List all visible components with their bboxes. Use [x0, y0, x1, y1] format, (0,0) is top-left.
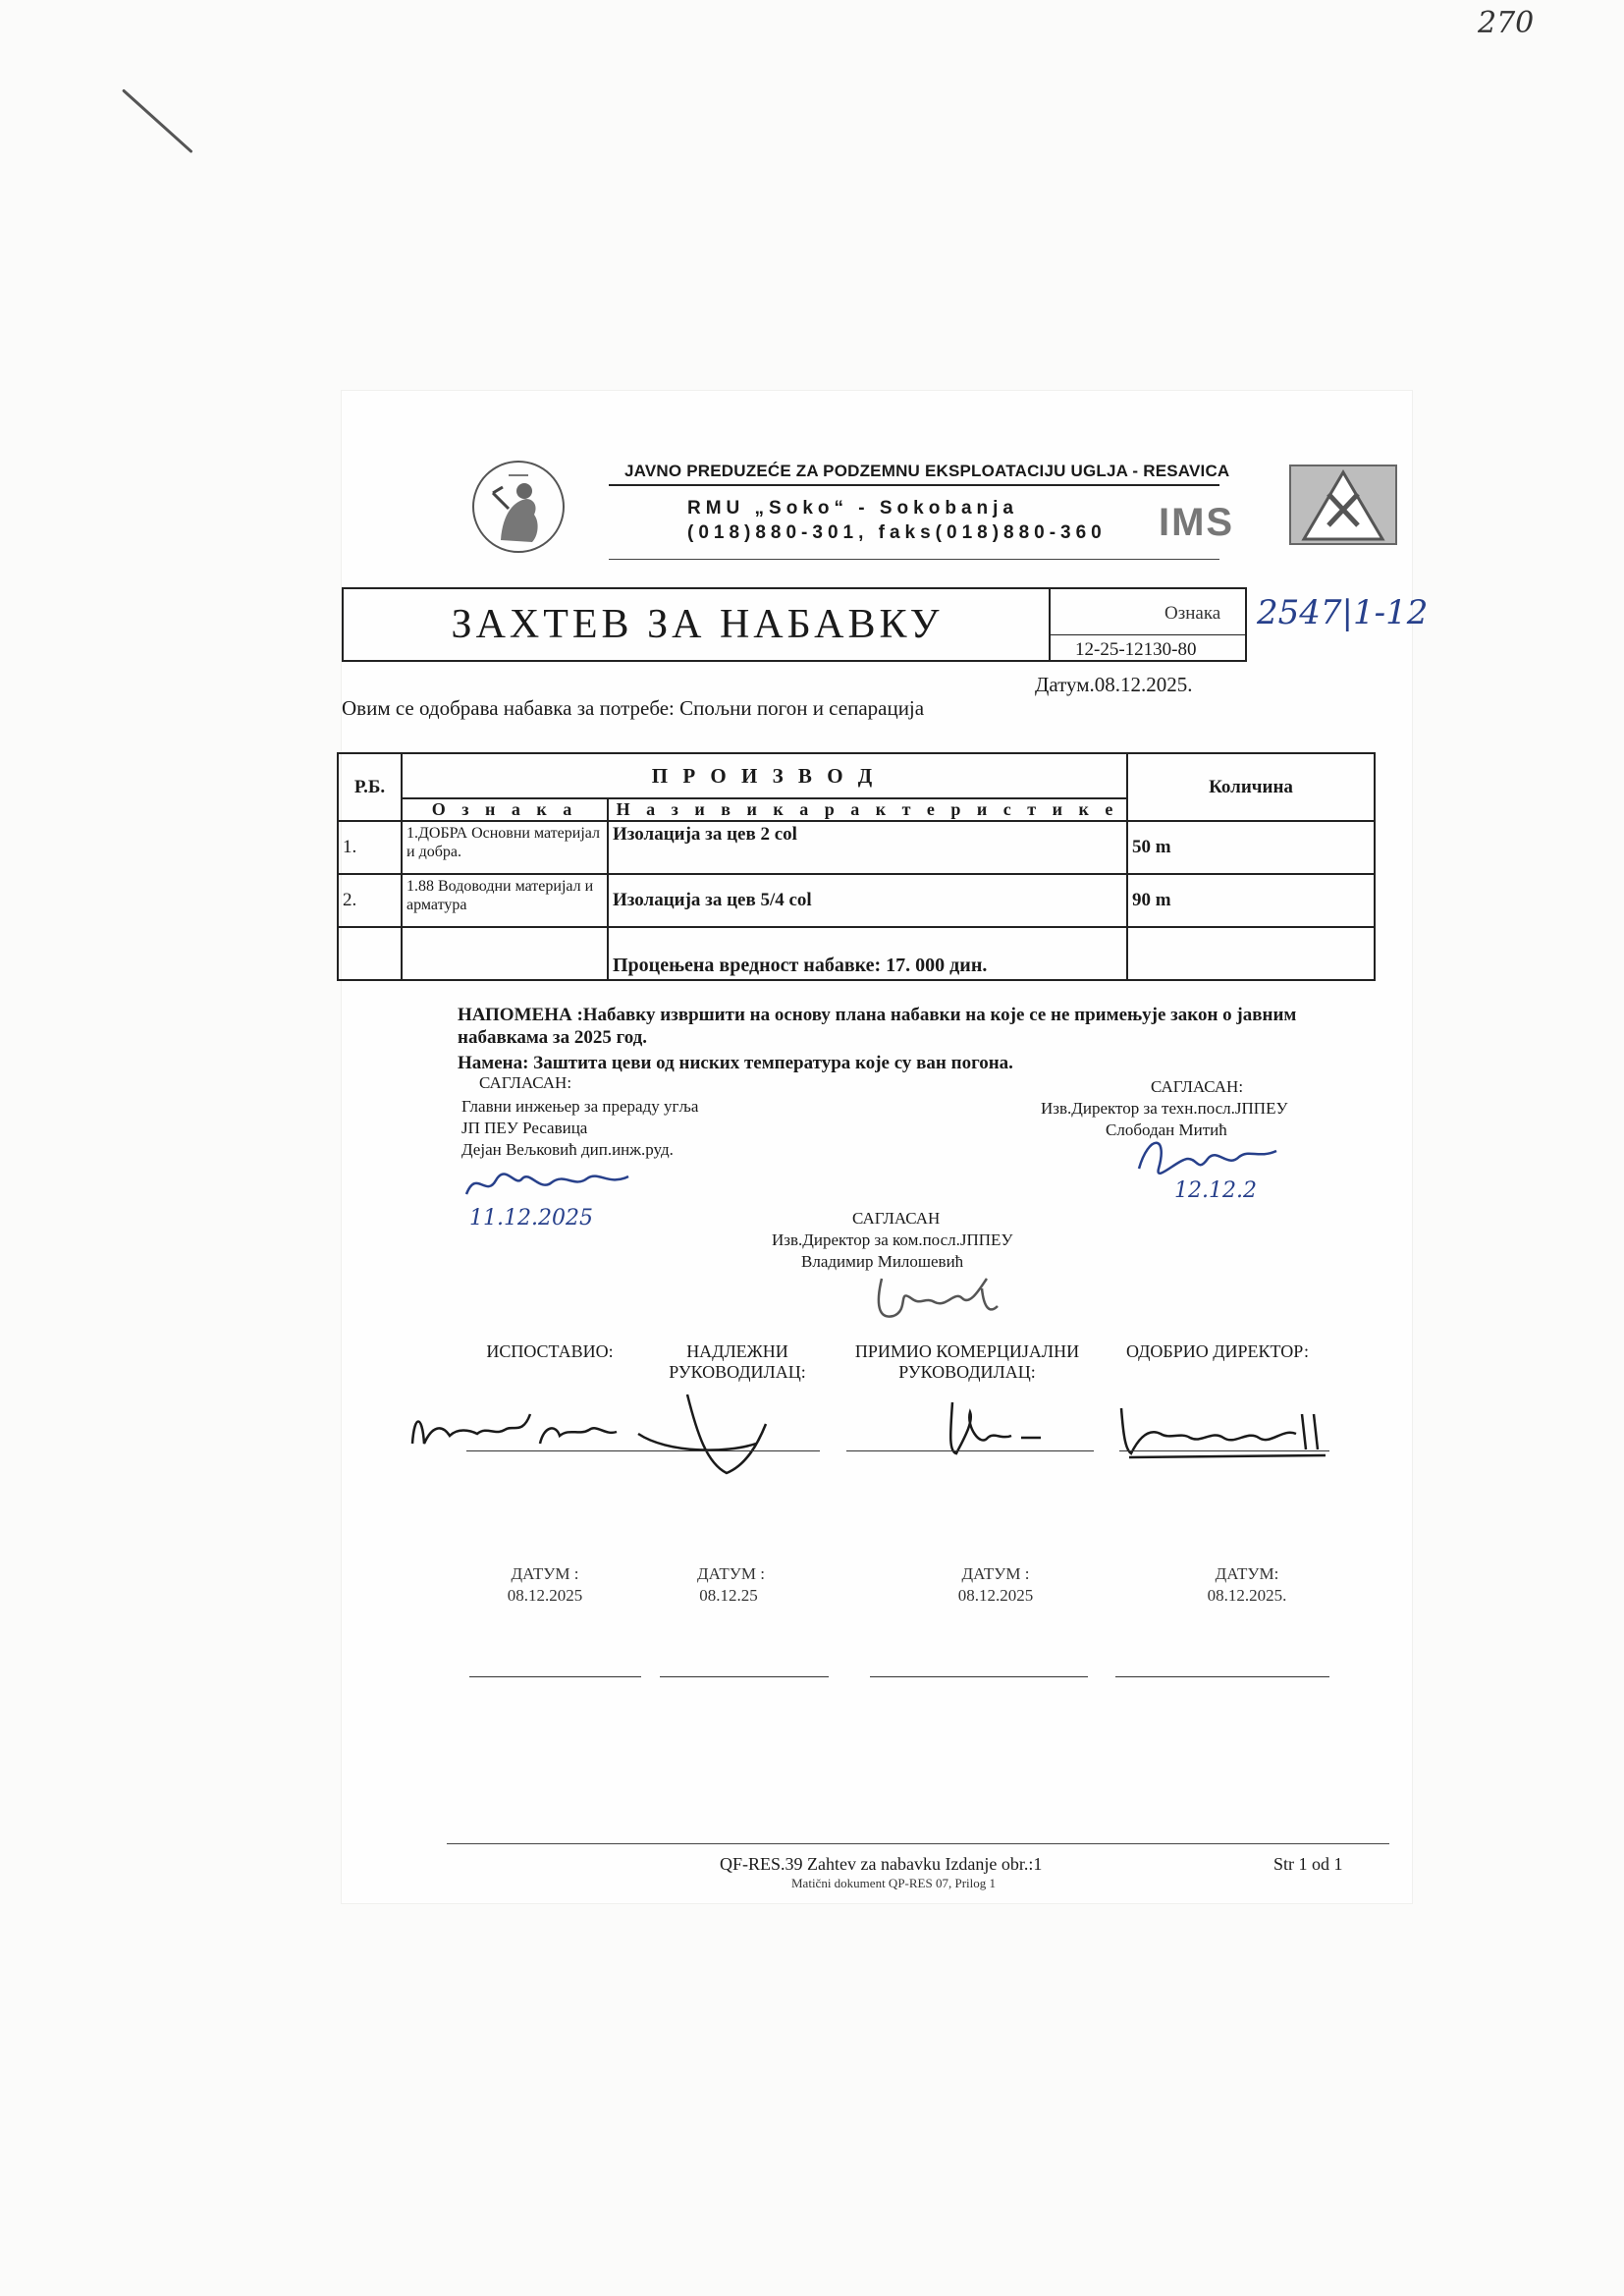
- signature-right-date: 12.12.2: [1174, 1178, 1257, 1203]
- approval-center-label: САГЛАСАН: [852, 1209, 941, 1228]
- approval-center-line: Изв.Директор за ком.посл.ЈППЕУ: [772, 1230, 1013, 1249]
- approval-right-label: САГЛАСАН:: [1151, 1077, 1244, 1096]
- date-label-1: ДАТУМ :: [511, 1564, 579, 1583]
- col-naziv-header: Н а з и в и к а р а к т е р и с т и к е: [608, 798, 1127, 821]
- mine-name: RMU „Soko“ - Sokobanja: [687, 498, 1018, 519]
- col-rb-header: Р.Б.: [338, 753, 402, 821]
- organization-name: JAVNO PREDUZEĆE ZA PODZEMNU EKSPLOATACIJU UGLJA - RESAVICA: [624, 462, 1230, 480]
- form-date: Датум.08.12.2025.: [1035, 673, 1193, 696]
- code-label: Ознака: [1164, 603, 1221, 624]
- miner-logo-icon: [469, 454, 568, 560]
- approval-left-label: САГЛАСАН:: [479, 1073, 572, 1092]
- signature-center: [864, 1269, 1011, 1328]
- namena-note: Намена: Заштита цеви од ниских температура које су ван погона.: [458, 1053, 1013, 1073]
- role-odobrio: ОДОБРИО ДИРЕКТОР:: [1126, 1341, 1309, 1361]
- row-kolicina: 90 m: [1127, 874, 1375, 927]
- date-value-2: 08.12.25: [699, 1586, 758, 1605]
- code-separator: [1051, 634, 1247, 635]
- col-quantity-header: Количина: [1127, 753, 1375, 821]
- approval-left-line: Дејан Вељковић дип.инж.руд.: [461, 1140, 674, 1159]
- footer-matrix: Matični dokument QP-RES 07, Prilog 1: [791, 1876, 996, 1890]
- footer-doc: QF-RES.39 Zahtev za nabavku Izdanje obr.:1: [720, 1854, 1043, 1874]
- approval-right-line: Слободан Митић: [1106, 1121, 1227, 1139]
- form-title: ЗАХТЕВ ЗА НАБАВКУ: [451, 602, 944, 647]
- table-header-row: [338, 753, 1375, 798]
- date-value-1: 08.12.2025: [507, 1586, 583, 1605]
- row-rb-empty: [338, 927, 402, 980]
- row-oznaka: 1.ДОБРА Основни материјал и добра.: [402, 821, 608, 874]
- date-line-3: [870, 1676, 1088, 1677]
- role-nadlezni: НАДЛЕЖНИ РУКОВОДИЛАЦ:: [669, 1341, 806, 1382]
- items-table: [337, 752, 1376, 981]
- row-oznaka: 1.88 Водоводни материјал и арматура: [402, 874, 608, 927]
- date-label-3: ДАТУМ :: [961, 1564, 1030, 1583]
- row-kolicina-empty: [1127, 927, 1375, 980]
- date-line-4: [1115, 1676, 1329, 1677]
- table-row: [338, 874, 1375, 927]
- row-kolicina: 50 m: [1127, 821, 1375, 874]
- signature-odobrio: [1110, 1394, 1335, 1463]
- signature-left-date: 11.12.2025: [469, 1206, 593, 1230]
- table-row: [338, 821, 1375, 874]
- signature-line-3: [1119, 1450, 1329, 1451]
- pen-mark: [122, 88, 193, 153]
- phone-fax: (018)880-301, faks(018)880-360: [687, 522, 1107, 543]
- hammer-logo-icon: [1289, 465, 1397, 545]
- date-value-4: 08.12.2025.: [1207, 1586, 1287, 1605]
- row-oznaka-empty: [402, 927, 608, 980]
- date-value-3: 08.12.2025: [957, 1586, 1034, 1605]
- signature-line-2: [846, 1450, 1094, 1451]
- signature-left: [461, 1159, 638, 1208]
- corner-page-number: 270: [1478, 6, 1535, 40]
- role-ispostavio: ИСПОСТАВИО:: [486, 1341, 614, 1361]
- row-rb: 2.: [338, 874, 402, 927]
- approval-left-line: ЈП ПЕУ Ресавица: [461, 1119, 588, 1137]
- date-label-2: ДАТУМ :: [697, 1564, 765, 1583]
- role-primio: ПРИМИО КОМЕРЦИЈАЛНИ РУКОВОДИЛАЦ:: [854, 1341, 1080, 1382]
- estimate-value: Процењена вредност набавке: 17. 000 дин.: [608, 927, 1127, 980]
- approval-text: Овим се одобрава набавка за потребе: Спољни погон и сепарација: [342, 696, 925, 720]
- approval-right-line: Изв.Директор за техн.посл.ЈППЕУ: [1041, 1099, 1288, 1118]
- approval-center-line: Владимир Милошевић: [801, 1252, 964, 1271]
- approval-left-line: Главни инжењер за прераду угља: [461, 1097, 699, 1116]
- header-rule-bottom: [609, 559, 1219, 560]
- footer-rule: [447, 1843, 1389, 1844]
- table-row: [338, 927, 1375, 980]
- signature-line-1: [466, 1450, 820, 1451]
- date-label-4: ДАТУМ:: [1215, 1564, 1279, 1583]
- row-naziv: Изолација за цев 5/4 col: [608, 874, 1127, 927]
- ims-logo-text: IMS: [1159, 501, 1235, 544]
- row-rb: 1.: [338, 821, 402, 874]
- col-oznaka-header: О з н а к а: [402, 798, 608, 821]
- signatures-left-pair: [393, 1375, 805, 1483]
- title-box: [342, 587, 1051, 662]
- header-rule: [609, 484, 1219, 486]
- row-naziv: Изолација за цев 2 col: [608, 821, 1127, 874]
- date-line-2: [660, 1676, 829, 1677]
- col-product-header: П Р О И З В О Д: [402, 753, 1127, 798]
- napomena-note: НАПОМЕНА :Набавку извршити на основу плана набавки на које се не примењује закон о јавним набавкама за 2025 год.: [458, 1005, 1297, 1048]
- code-value: 12-25-12130-80: [1075, 639, 1197, 660]
- footer-page: Str 1 od 1: [1273, 1854, 1343, 1874]
- date-line-1: [469, 1676, 641, 1677]
- handwritten-code: 2547|1-12: [1257, 593, 1429, 632]
